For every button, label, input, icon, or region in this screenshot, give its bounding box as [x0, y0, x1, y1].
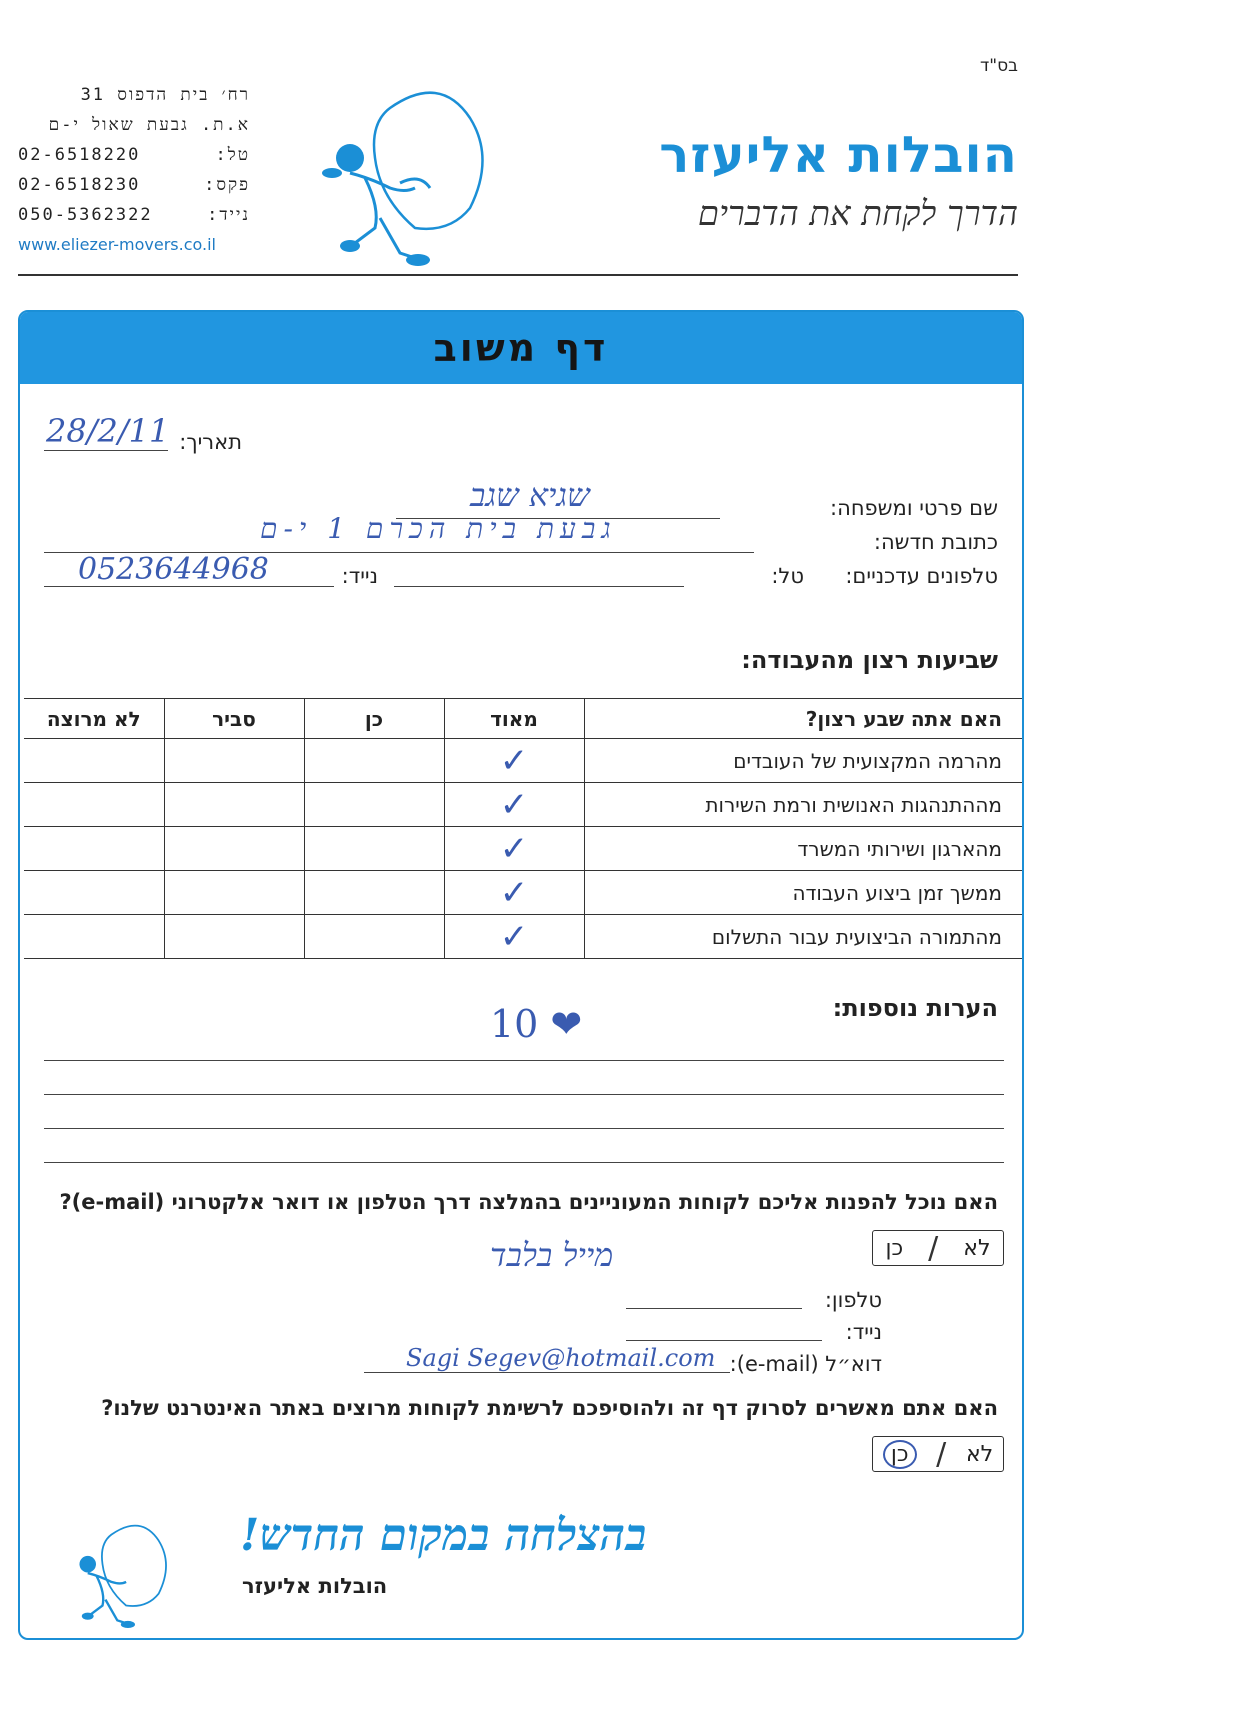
mobile-value[interactable]: 0523644968 — [78, 552, 269, 587]
publish-no[interactable]: לא — [965, 1441, 994, 1467]
cell-reasonable[interactable] — [164, 739, 304, 783]
cell-yes[interactable] — [304, 783, 444, 827]
phones-label: טלפונים עדכניים: — [845, 564, 998, 588]
bsd-mark: בס"ד — [980, 56, 1018, 76]
brand-block — [659, 126, 1018, 234]
notes-value[interactable]: 10 ❤ — [490, 1002, 583, 1046]
table-row — [24, 827, 1024, 871]
website-link[interactable]: www.eliezer-movers.co.il — [18, 235, 216, 254]
phone2-label: טלפון: — [824, 1288, 882, 1312]
cell-yes[interactable] — [304, 827, 444, 871]
col-yes: כן — [304, 699, 444, 739]
footer-brand: הובלות אליעזר — [242, 1574, 388, 1598]
table-row — [24, 739, 1024, 783]
cell-reasonable[interactable] — [164, 871, 304, 915]
brand-slogan: הדרך לקחת את הדברים — [697, 194, 1018, 234]
date-value[interactable]: 28/2/11 — [46, 412, 170, 450]
referral-slash: / — [928, 1230, 939, 1266]
cell-very[interactable] — [444, 783, 584, 827]
feedback-form — [18, 310, 1024, 1640]
mobile2-label: נייד: — [845, 1320, 882, 1344]
check-icon: ✓ — [499, 784, 529, 825]
mobile-label: נייד: — [341, 564, 378, 588]
table-row — [24, 783, 1024, 827]
col-question: האם אתה שבע רצון? — [584, 699, 1024, 739]
check-icon: ✓ — [499, 872, 529, 913]
table-header-row — [24, 699, 1024, 739]
notes-line — [44, 1094, 1004, 1095]
mover-mascot-icon — [320, 78, 540, 278]
email-value[interactable]: Sagi Segev@hotmail.com — [406, 1344, 716, 1372]
cell-unsatisfied[interactable] — [24, 827, 164, 871]
notes-line — [44, 1162, 1004, 1163]
satisfaction-heading: שביעות רצון מהעבודה: — [741, 646, 998, 674]
cell-unsatisfied[interactable] — [24, 783, 164, 827]
fax-label: פקס: — [204, 175, 250, 195]
row-question: מהרמה המקצועית של העובדים — [584, 739, 1024, 783]
mobile-value: 050-5362322 — [18, 205, 153, 225]
tel-line — [394, 586, 684, 587]
cell-unsatisfied[interactable] — [24, 871, 164, 915]
mobile-row — [18, 200, 250, 230]
publish-slash: / — [936, 1436, 947, 1472]
publish-question: האם אתם מאשרים לסרוק דף זה ולהוסיפכם לרשימת לקוחות מרוצים באתר האינטרנט שלנו? — [101, 1396, 998, 1420]
mobile-label: נייד: — [207, 205, 250, 225]
name-label: שם פרטי ומשפחה: — [830, 496, 998, 520]
notes-line — [44, 1128, 1004, 1129]
check-icon: ✓ — [499, 740, 529, 781]
cell-reasonable[interactable] — [164, 827, 304, 871]
address-line-2: א.ת. גבעת שאול י-ם — [48, 115, 250, 135]
cell-very[interactable] — [444, 827, 584, 871]
brand-title: הובלות אליעזר — [659, 126, 1018, 184]
cell-very[interactable] — [444, 739, 584, 783]
col-reasonable: סביר — [164, 699, 304, 739]
mobile2-line — [626, 1340, 822, 1341]
cell-yes[interactable] — [304, 915, 444, 959]
referral-yes[interactable]: כן — [885, 1235, 904, 1261]
cell-reasonable[interactable] — [164, 783, 304, 827]
footer-slogan: בהצלחה במקום החדש! — [240, 1510, 647, 1561]
table-row — [24, 915, 1024, 959]
check-icon: ✓ — [499, 916, 529, 957]
address-value[interactable]: גבעת בית הכרם 1 י-ם — [260, 512, 617, 545]
mover-mascot-icon — [70, 1516, 200, 1636]
row-question: מהארגון ושירותי המשרד — [584, 827, 1024, 871]
referral-yes-no[interactable] — [872, 1230, 1004, 1266]
referral-no[interactable]: לא — [963, 1235, 991, 1261]
col-unsatisfied: לא מרוצה — [24, 699, 164, 739]
date-line — [44, 450, 168, 451]
cell-very[interactable] — [444, 871, 584, 915]
notes-heading: הערות נוספות: — [832, 994, 998, 1022]
publish-yes-no[interactable] — [872, 1436, 1004, 1472]
cell-unsatisfied[interactable] — [24, 915, 164, 959]
phone2-line — [626, 1308, 802, 1309]
table-row — [24, 871, 1024, 915]
date-label: תאריך: — [179, 430, 242, 454]
form-title: דף משוב — [433, 326, 609, 370]
email-label: דוא״ל (e-mail): — [729, 1352, 882, 1376]
row-question: ממשך זמן ביצוע העבודה — [584, 871, 1024, 915]
fax-value: 02-6518230 — [18, 175, 141, 195]
referral-handwritten[interactable]: מייל בלבד — [490, 1236, 614, 1274]
cell-reasonable[interactable] — [164, 915, 304, 959]
col-very: מאוד — [444, 699, 584, 739]
phone-row — [18, 140, 250, 170]
tel-label: טל: — [771, 564, 804, 588]
satisfaction-table — [24, 698, 1024, 959]
cell-unsatisfied[interactable] — [24, 739, 164, 783]
row-question: מההתנהגות האנושית ורמת השירות — [584, 783, 1024, 827]
cell-very[interactable] — [444, 915, 584, 959]
phone-value: 02-6518220 — [18, 145, 141, 165]
address-line-1: רח׳ בית הדפוס 31 — [80, 85, 250, 105]
header-divider — [18, 274, 1018, 276]
email-line — [364, 1372, 730, 1373]
address-label: כתובת חדשה: — [873, 530, 998, 554]
row-question: מהתמורה הביצועית עבור התשלום — [584, 915, 1024, 959]
check-icon: ✓ — [499, 828, 529, 869]
fax-row — [18, 170, 250, 200]
referral-question: האם נוכל להפנות אליכם לקוחות המעוניינים בהמלצה דרך הטלפון או דואר אלקטרוני (e-mail)? — [59, 1190, 998, 1214]
publish-yes[interactable]: כן — [883, 1440, 917, 1469]
contact-block — [18, 80, 250, 260]
notes-line — [44, 1060, 1004, 1061]
name-value[interactable]: שגיא שגב — [470, 476, 590, 514]
cell-yes[interactable] — [304, 739, 444, 783]
form-header-bar — [20, 312, 1022, 384]
cell-yes[interactable] — [304, 871, 444, 915]
phone-label: טל: — [215, 145, 250, 165]
